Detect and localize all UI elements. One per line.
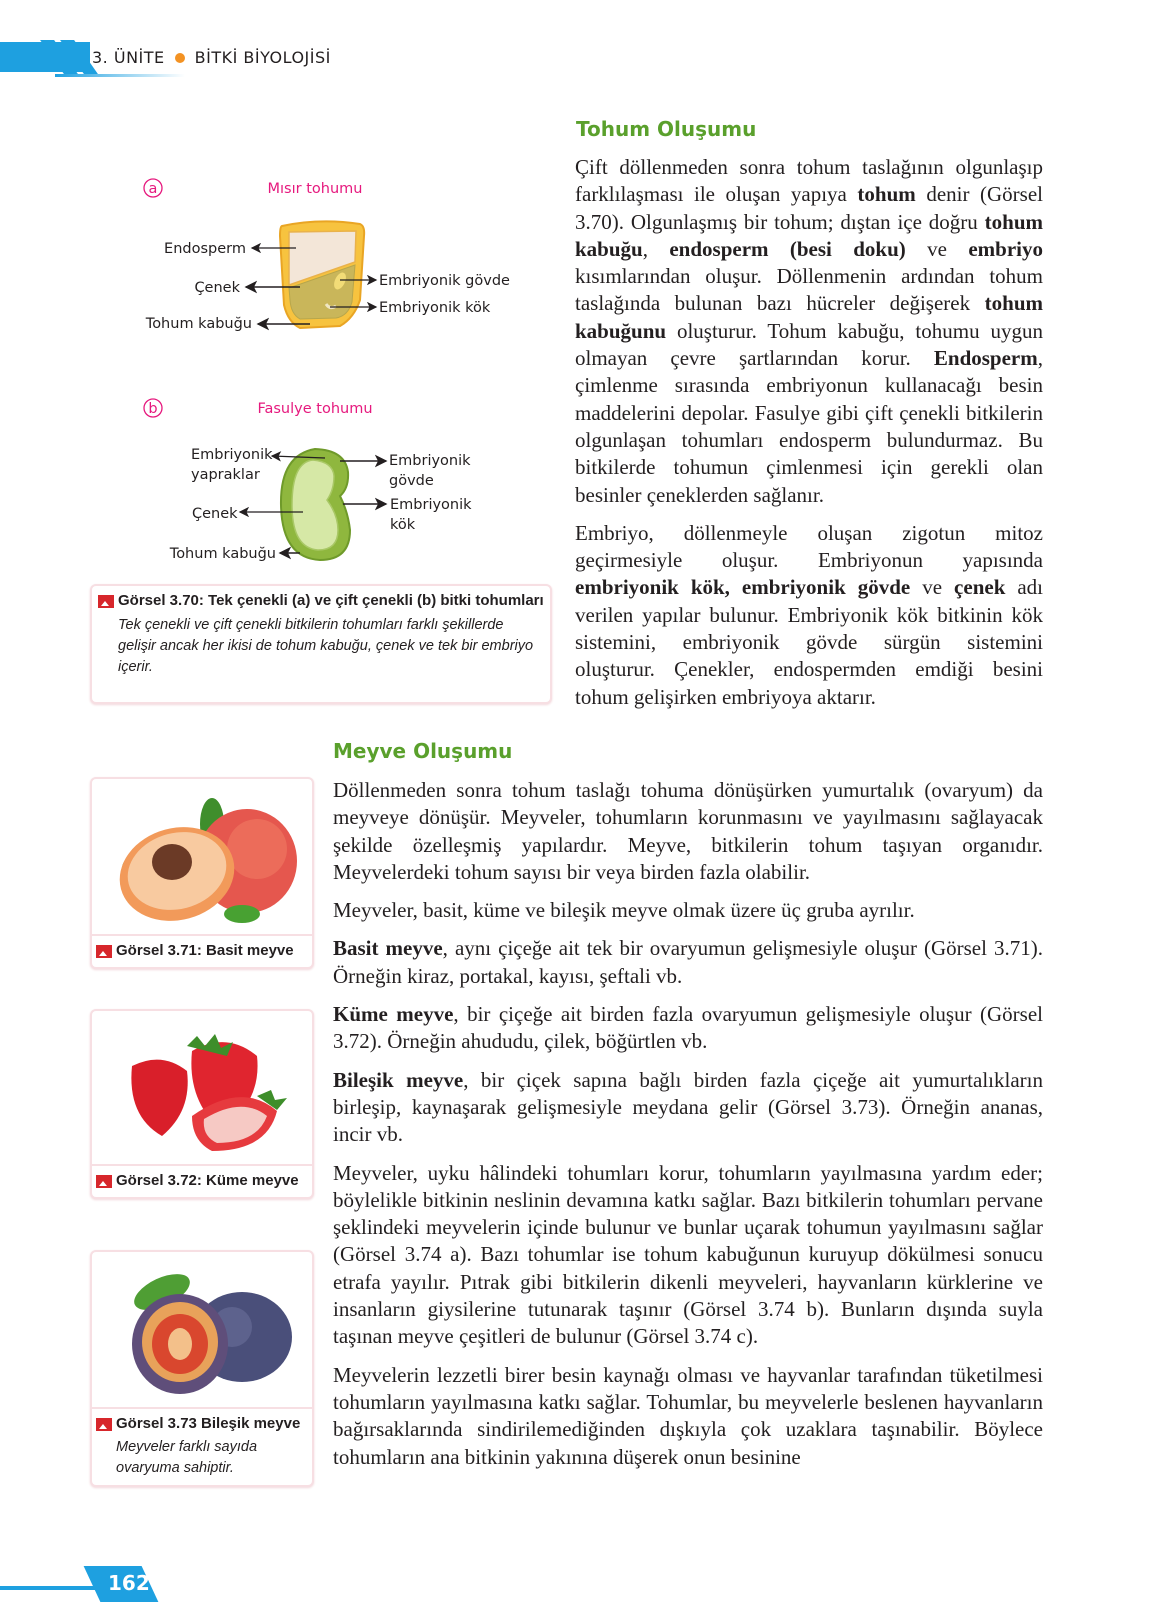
text-run: , bir çiçeğe ait birden fazla ovaryumun gelişmesiyle oluşur (Görsel 3.72). Örneğin ahududu, çilek, böğürtlen vb. [333,1002,1044,1054]
text-run: , [642,236,670,261]
caption-title: Görsel 3.73 Bileşik meyve [116,1415,301,1432]
image-icon [98,595,114,608]
text-run: Çift döllenmeden sonra tohum taslağının olgunlaşıp farklılaşması ile oluşan yapıya [575,155,1043,207]
paragraph [333,777,1043,886]
marker-a: a [148,181,158,197]
label-embriyonik-govde: Embriyonik gövde [379,273,510,289]
label-embriyonik-kok: Embriyonik kök [379,300,491,316]
bean-cotyledon [292,460,338,550]
text-run: kısımlarından oluşur. Döllenmenin ardından tohum taslağında bulunan bazı hücreler değişerek [575,264,1043,316]
bean-seed-title: Fasulye tohumu [257,401,373,417]
caption-title: Görsel 3.72: Küme meyve [116,1172,299,1189]
label-tohum-kabugu: Tohum kabuğu [145,316,252,332]
bold-term: tohum kabuğu [575,209,1043,261]
bean-seed-diagram [144,399,472,562]
text-run: , aynı çiçeğe ait tek bir ovaryumun gelişmesiyle oluşur (Görsel 3.71). Örneğin kiraz, portakal, kayısı, şeftali vb. [333,936,1043,988]
label-embriyonik-govde-2: gövde [389,473,434,489]
paragraph [575,154,1043,509]
heading-meyve-olusumu: Meyve Oluşumu [333,739,513,763]
label-embriyonik-kok-2: kök [390,517,416,533]
unit-label: 3. ÜNİTE [92,48,165,67]
paragraph [333,1160,1043,1351]
text-run: , bir çiçek sapına bağlı birden fazla çiçeğe ait yumurtalıkların birleşip, kaynaşarak gelişmesiyle meydana gelir (Görsel 3.73). Örneğin ananas, incir vb. [333,1067,1043,1147]
section-meyve-olusumu-body [333,777,1043,1482]
caption-description: Meyveler farklı sayıda ovaryuma sahiptir. [116,1439,258,1476]
paragraph [575,520,1043,711]
label-cenek: Çenek [194,280,240,296]
label-embriyonik-yapraklar-2: yapraklar [191,467,260,483]
chapter-title: BİTKİ BİYOLOJİSİ [194,48,331,67]
paragraph [333,1067,1043,1149]
bold-term: endosperm (besi doku) [669,236,906,261]
bold-term: embriyonik kök, embriyonik gövde [575,575,911,600]
text-run: Döllenmeden sonra tohum taslağı tohuma dönüşürken yumurtalık (ovaryum) da meyveye dönüşür. Meyveler, tohumların korunmasını ve yayılmasını sağlayacak şekilde özelleşmiş yapılardır. Meyve, bitkilerin tohum taşıyan organıdır. Meyvelerdeki tohum sayısı bir veya birden fazla olabilir. [333,778,1043,884]
text-run: adı verilen yapılar bulunur. Embriyonik kök bitkinin kök sistemini, embriyonik gövde sürgün sistemini oluşturur. Çenekler, endospermden emdiği besini tohum gelişirken embriyoya aktarır. [575,575,1044,709]
figure-caption-block [92,1166,312,1197]
text-run: Meyvelerin lezzetli birer besin kaynağı olması ve hayvanlar tarafından tüketilmesi tohumların yayılmasına katkı sağlar. Tohumlar, bu meyvelerle beslenen hayvanların bağırsaklarında sindirilemediğinden dışkıyla çok uzaklara taşınabilir. Böylece tohumların ana bitkinin yakınına düşerek onun besinine [333,1362,1043,1469]
caption-title: Görsel 3.70: Tek çenekli (a) ve çift çenekli (b) bitki tohumları [118,592,544,609]
bold-term: Bileşik meyve [333,1067,464,1092]
figure-3-71 [90,777,314,969]
text-run: oluşturur. Tohum kabuğu, tohumu uygun olmayan çevre şartlarından korur. [575,318,1043,371]
label-cenek: Çenek [192,506,238,522]
heading-tohum-olusumu: Tohum Oluşumu [576,117,757,141]
paragraph [333,1362,1043,1471]
bold-term: tohum kabuğunu [575,291,1043,343]
figure-caption-block [92,936,312,967]
bold-term: çenek [954,575,1006,600]
paragraph [333,897,1043,924]
label-endosperm: Endosperm [164,241,246,257]
label-embriyonik-govde: Embriyonik [389,453,471,469]
paragraph [333,1001,1043,1056]
bold-term: Endosperm [933,346,1038,371]
corn-seed-title: Mısır tohumu [267,181,363,197]
fig-image [92,1252,312,1409]
paragraph [333,935,1043,990]
figure-3-72 [90,1009,314,1199]
bold-term: embriyo [968,236,1043,261]
figure-3-73 [90,1250,314,1487]
figure-3-70-caption [90,584,552,704]
caption-description: Tek çenekli ve çift çenekli bitkilerin tohumları farklı şekillerde gelişir ancak her ikisi de tohum kabuğu, çenek ve tek bir embriyo içerir. [118,617,534,675]
strawberry-image [92,1011,312,1166]
text-run: ve [910,575,955,600]
marker-b: b [148,401,158,417]
label-embriyonik-kok: Embriyonik [390,497,472,513]
text-run: Meyveler, uyku hâlindeki tohumları korur, tohumların yayılmasına yardım eder; böylelikle bitkinin neslinin devamına katkı sağlar. Bazı bitkilerin tohumları pervane şeklindeki meyvelerin içinde bulunur ve bunlar uçarak tohumun yayılmasını sağlar (Görsel 3.74 a). Bazı tohumlar ise tohum kabuğunun kuruyup dökülmesi sonucu etrafa yayılır. Pıtrak gibi bitkilerin dikenli meyveleri, hayvanların kürklerine ve insanların giysilerine tutunarak taşınır (Görsel 3.74 b). Bunların dışında suyla taşınan meyve çeşitleri de bulunur (Görsel 3.74 c). [333,1160,1043,1349]
image-icon [96,1418,112,1431]
bold-term: Basit meyve [333,936,443,961]
text-run: Embriyo, döllenmeyle oluşan zigotun mitoz geçirmesiyle oluşur. Embriyonun yapısında [575,520,1043,573]
footer-line [0,1586,95,1590]
corn-seed-diagram [144,179,510,332]
text-run: ve [905,236,969,261]
caption-title: Görsel 3.71: Basit meyve [116,942,294,959]
text-run: denir (Görsel 3.70). Olgunlaşmış bir tohum; dıştan içe doğru [575,182,1043,234]
text-run: , çimlenme sırasında embriyonun kullanacağı besin maddelerini depolar. Fasulye gibi çift çenekli bitkilerin olgunlaşan tohumları endosperm bulundurmaz. Bu bitkilerde tohumun çimlenmesi için gerekli olan besinler çeneklerden sağlanır. [575,346,1043,507]
figure-caption-block [92,1409,312,1485]
peach-image [92,779,312,936]
section-tohum-olusumu-body [575,154,1043,722]
label-tohum-kabugu: Tohum kabuğu [169,546,276,562]
seed-diagram [0,0,600,580]
text-run: Meyveler, basit, küme ve bileşik meyve olmak üzere üç gruba ayrılır. [333,898,915,923]
image-icon [96,1175,112,1188]
bold-term: Küme meyve [333,1002,454,1027]
page-number: 162 [108,1571,150,1595]
bold-term: tohum [857,182,916,207]
image-icon [96,945,112,958]
label-embriyonik-yapraklar: Embriyonik [191,447,273,463]
